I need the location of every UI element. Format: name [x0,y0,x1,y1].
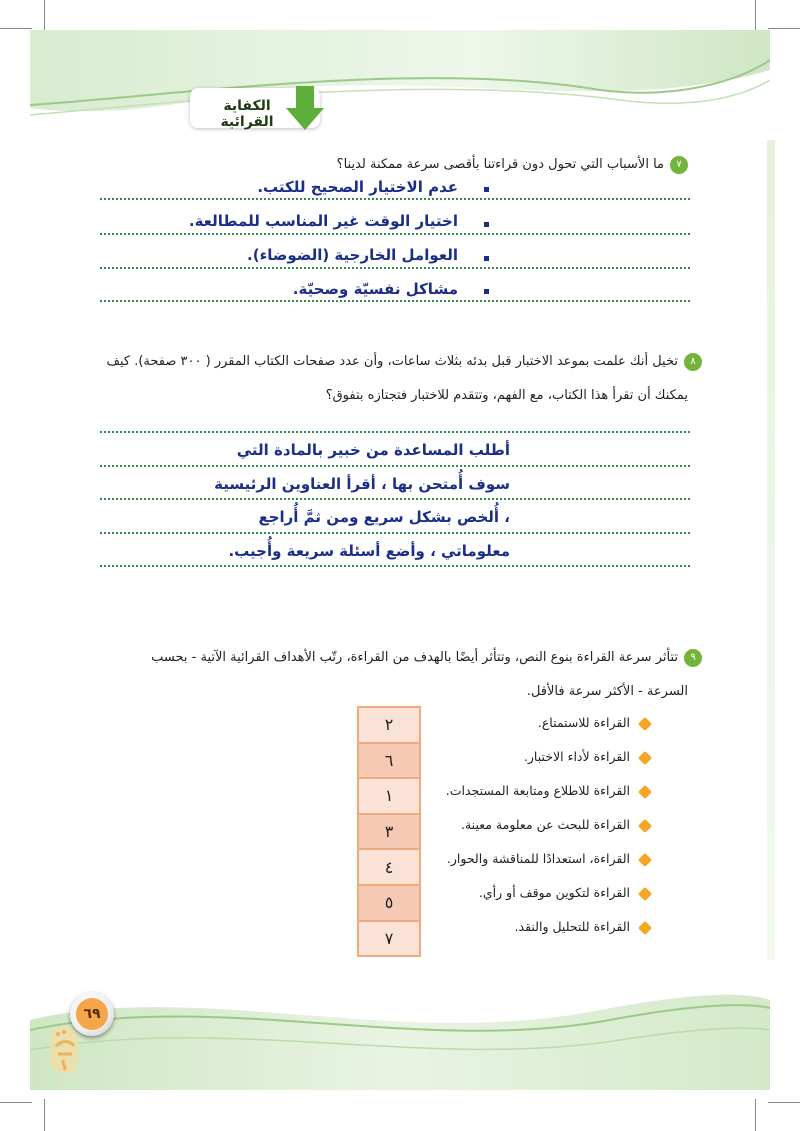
rank-cell[interactable]: ٥ [358,885,420,921]
rank-cell[interactable]: ٣ [358,814,420,850]
dotted-answer-line [100,267,690,269]
answer-line: أطلب المساعدة من خبير بالمادة التي [236,441,510,459]
answer-line: ، أُلخص بشكل سريع ومن ثمَّ أُراجع [258,508,510,526]
bullet-icon [484,222,489,227]
section-title: الكفاية القرائية [220,98,274,130]
answer-line: سوف أُمتحن بها ، أقرأ العناوين الرئيسية [214,475,510,493]
question-text-line-1: تخيل أنك علمت بموعد الاختبار قبل بدئه بثلاث ساعات، وأن عدد صفحات الكتاب المقرر ( ٣٠٠ صفحة). كيف [106,354,678,369]
diamond-bullet-icon [638,751,652,765]
reading-goal-item: القراءة للتحليل والنقد. [514,919,630,934]
dotted-answer-line [100,498,690,500]
answer-line: معلوماتي ، وأضع أسئلة سريعة وأُجيب. [228,542,510,560]
diamond-bullet-icon [638,785,652,799]
diamond-bullet-icon [638,819,652,833]
answer-line: العوامل الخارجية (الضوضاء). [247,246,458,264]
question-number-badge: ٩ [684,649,702,667]
bullet-icon [484,289,489,294]
reading-goal-item: القراءة، استعدادًا للمناقشة والحوار. [446,851,630,866]
arrow-down-icon [286,84,326,132]
dotted-answer-line [100,565,690,567]
answer-line: مشاكل نفسيّة وصحيّة. [292,280,458,298]
footer-wave-decoration [0,960,800,1131]
page-number: ٦٩ [76,998,108,1030]
question-text-line-2: السرعة - الأكثر سرعة فالأقل. [526,684,688,699]
dotted-answer-line [100,300,690,302]
header-wave-decoration [0,0,800,150]
rank-cell[interactable]: ٤ [358,849,420,885]
diamond-bullet-icon [638,717,652,731]
reading-goal-item: القراءة لأداء الاختبار. [523,749,630,764]
dotted-answer-line [100,198,690,200]
rank-cell[interactable]: ٦ [358,743,420,779]
reading-goal-item: القراءة للبحث عن معلومة معينة. [461,817,630,832]
question-9 [82,648,702,668]
publisher-logo-icon [44,1020,84,1078]
question-8 [92,352,702,372]
rank-cell[interactable]: ١ [358,778,420,814]
dotted-answer-line [100,465,690,467]
dotted-answer-line [100,431,690,433]
diamond-bullet-icon [638,921,652,935]
side-decoration-strip [767,140,775,960]
rank-cell[interactable]: ٢ [358,707,420,743]
rank-cell[interactable]: ٧ [358,921,420,957]
question-number-badge: ٧ [670,156,688,174]
bullet-icon [484,256,489,261]
diamond-bullet-icon [638,853,652,867]
reading-goal-item: القراءة لتكوين موقف أو رأي. [478,885,630,900]
bullet-icon [484,187,489,192]
question-text-line-2: يمكنك أن تقرأ هذا الكتاب، مع الفهم، وتتقدم للاختبار فتجتازه بتفوق؟ [325,388,688,403]
rank-table [357,706,421,957]
diamond-bullet-icon [638,887,652,901]
question-text: ما الأسباب التي تحول دون قراءتنا بأقصى سرعة ممكنة لدينا؟ [336,157,664,172]
question-text-line-1: تتأثر سرعة القراءة بنوع النص، وتتأثر أيضًا بالهدف من القراءة، رتّب الأهداف القرائية الآتية - بحسب [151,650,678,665]
dotted-answer-line [100,233,690,235]
reading-goal-item: القراءة للاطلاع ومتابعة المستجدات. [445,783,630,798]
answer-line: عدم الاختيار الصحيح للكتب. [257,178,458,196]
question-7 [128,155,688,175]
reading-goal-item: القراءة للاستمتاع. [537,715,630,730]
question-number-badge: ٨ [684,353,702,371]
answer-line: اختيار الوقت غير المناسب للمطالعة. [188,212,458,230]
dotted-answer-line [100,532,690,534]
